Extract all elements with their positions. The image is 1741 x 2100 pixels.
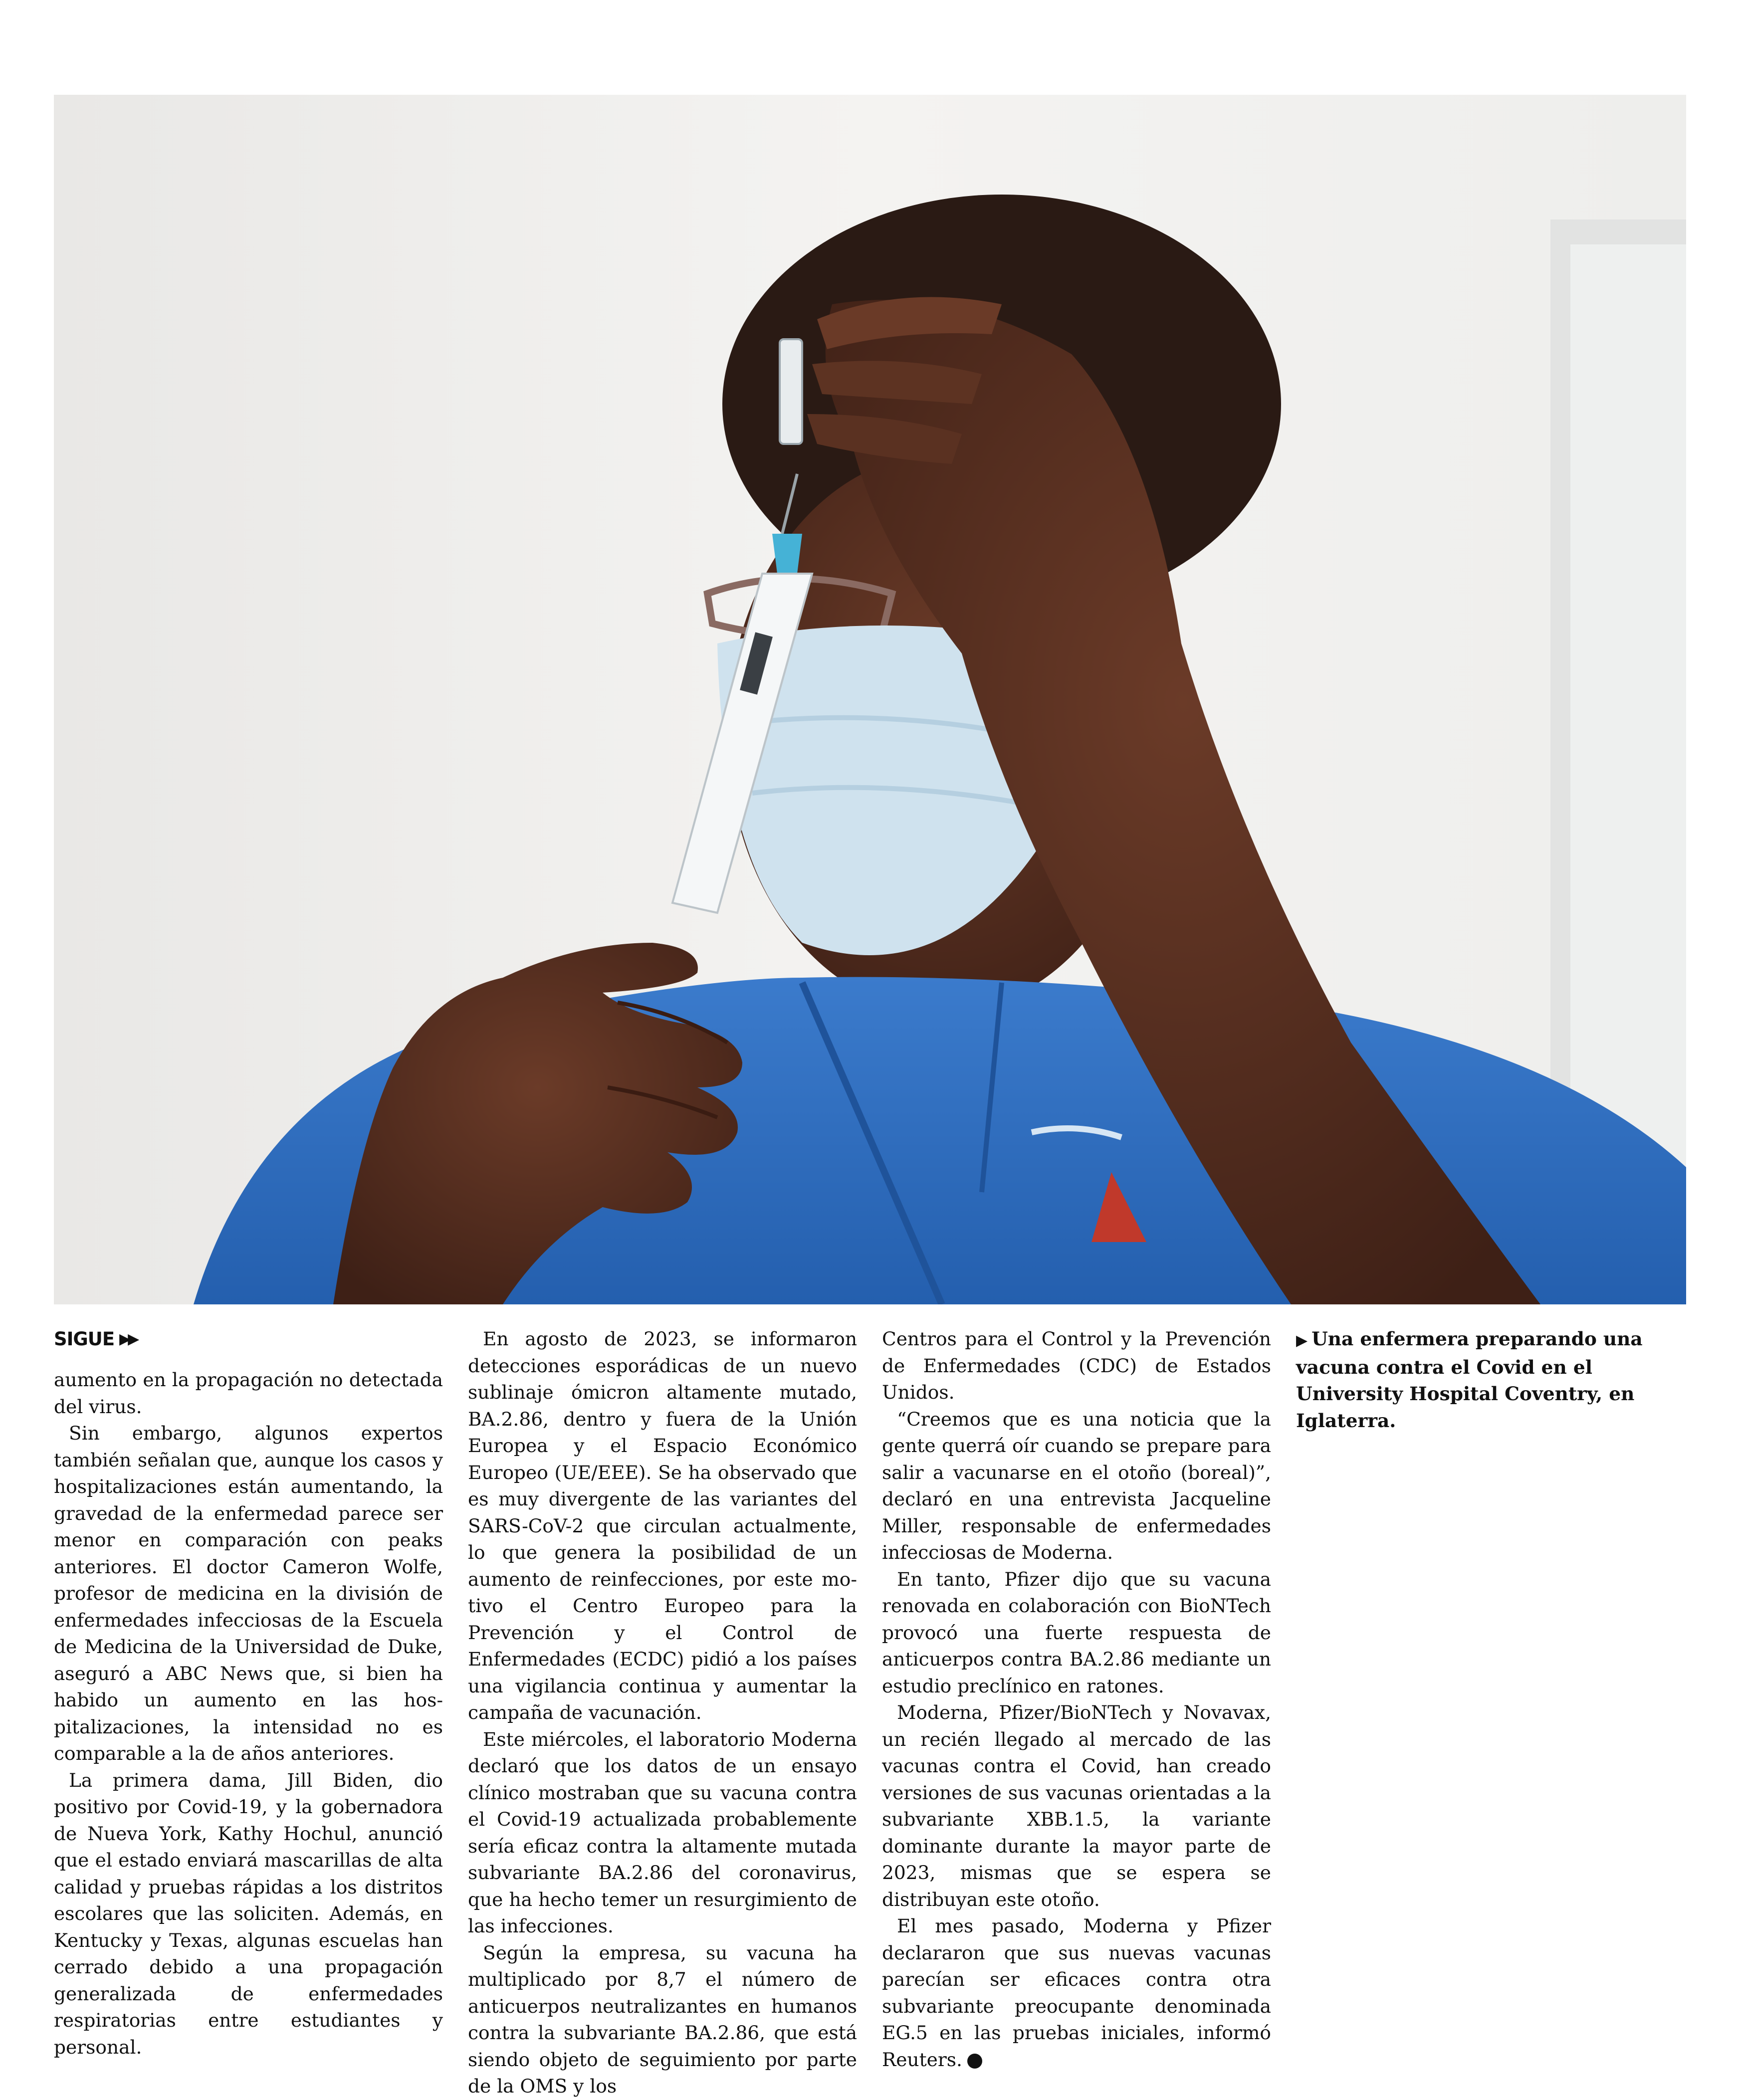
paragraph: aumento en la propagación no detectada del virus. <box>54 1369 443 1418</box>
caption-triangle-icon: ▶ <box>1296 1332 1308 1349</box>
paragraph: En tanto, Pfizer dijo que su vacuna renovada en colaboración con BioNTech provocó una fuerte respuesta de anticuerpos contra BA.2.86 mediante un estudio preclínico en ratones. <box>882 1568 1271 1697</box>
paragraph: La primera dama, Jill Biden, dio positivo por Covid-19, y la gobernadora de Nueva York, Kathy Hochul, anunció que el estado enviará mascarillas de alta calidad y pruebas rápidas a los distritos escolares que las soliciten. Además, en Kentucky y Texas, algunas escuelas han cerrado debido a una propagación generalizada de enfermedades respiratorias entre estudiantes y personal. <box>54 1769 443 2058</box>
caption-text: Una enfermera preparando una vacuna contra el Covid en el University Hospital Coventry, en Iglaterra. <box>1296 1328 1643 1432</box>
paragraph: “Creemos que es una noticia que la gente querrá oír cuando se prepare para salir a vacunarse en el otoño (boreal)”, declaró en una entrevista Jacqueline Miller, responsable de enfermedades infecciosas de Moderna. <box>882 1408 1271 1563</box>
paragraph: Centros para el Control y la Prevención de Enfermedades (CDC) de Estados Unidos. <box>882 1328 1271 1403</box>
paragraph: Moderna, Pfizer/BioNTech y Novavax, un recién llegado al mercado de las vacunas contra el Covid, han creado versiones de sus vacunas orientadas a la subvariante XBB.1.5, la variante dominante durante la mayor parte de 2023, mismas que se espera se distribuyan este otoño. <box>882 1701 1271 1910</box>
continued-kicker <box>54 1326 443 1367</box>
end-of-article-icon <box>967 2054 982 2069</box>
text-column-3 <box>882 1326 1271 2073</box>
paragraph-final <box>882 1913 1271 2073</box>
paragraph: Según la empresa, su vacuna ha multiplicado por 8,7 el número de anticuerpos neutralizantes en humanos contra la subvariante BA.2.86, que está siendo objeto de seguimiento por parte de la OMS y los <box>468 1941 857 2097</box>
photo-caption <box>1296 1326 1686 1434</box>
kicker-label: SIGUE <box>54 1328 115 1350</box>
photo-caption-column <box>1296 1326 1686 1434</box>
forward-arrows-icon: ▶▶ <box>119 1330 137 1348</box>
text-column-2 <box>468 1326 857 2100</box>
paragraph: Este miércoles, el laboratorio Moderna declaró que los datos de un ensayo clínico mostraban que su vacuna contra el Covid-19 actualizada probablemente sería eficaz contra la altamente mutada subvariante BA.2.86 del coronavirus, que ha hecho temer un resurgimiento de las infecciones. <box>468 1728 857 1937</box>
paragraph: Sin embargo, algunos expertos también señalan que, aunque los casos y hospitalizaciones están aumentando, la gravedad de la enfermedad parece ser menor en comparación con peaks anteriores. El doctor Cameron Wolfe, profesor de medicina en la división de enfermedades infecciosas de la Escuela de Medicina de la Universidad de Duke, aseguró a ABC News que, si bien ha habido un aumento en las hospitalizaciones, la intensidad no es comparable a la de años anteriores. <box>54 1422 443 1764</box>
text-column-1 <box>54 1326 443 2061</box>
paragraph-text: El mes pasado, Moderna y Pfizer declararon que sus nuevas vacunas parecían ser eficaces contra otra subvariante preocupante denominada EG.5 en las pruebas iniciales, informó Reuters. <box>882 1915 1271 2071</box>
article-photo <box>54 95 1686 1304</box>
nurse-vaccine-illustration <box>54 95 1686 1304</box>
paragraph: En agosto de 2023, se informaron detecciones esporádicas de un nuevo sublinaje ómicron altamente mutado, BA.2.86, dentro y fuera de la Unión Europea y el Espacio Económico Europeo (UE/EEE). Se ha observado que es muy divergente de las variantes del SARS-CoV-2 que circulan actualmente, lo que genera la posibilidad de un aumento de reinfecciones, por este motivo el Centro Europeo para la Prevención y el Control de Enfermedades (ECDC) pidió a los países una vigilancia continua y aumentar la campaña de vacunación. <box>468 1328 857 1723</box>
